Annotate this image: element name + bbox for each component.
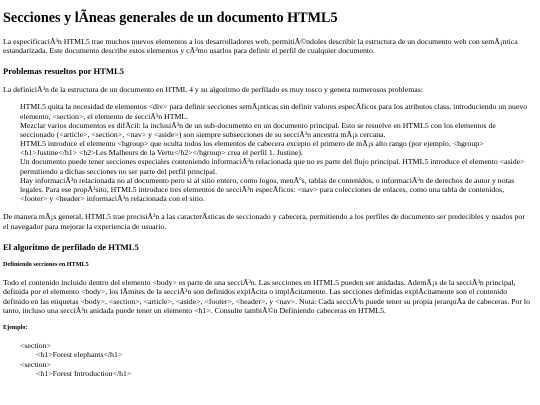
problems-list	[20, 102, 532, 203]
section-heading-problems: Problemas resueltos por HTML5	[3, 65, 125, 76]
example-label: Ejemplo:	[3, 323, 28, 331]
intro-paragraph: La especificaciÃ³n HTML5 trae muchos nuevos elementos a los desarrolladores web, permitiÃ©ndoles describir la estructura de un documento web con semÃ¡ntica estandarizada. Este documento describe estos elementos y cÃ³mo usarlos para definir el perfil de cualquier documento.	[3, 36, 518, 55]
section-heading-algorithm: El algoritmo de perfilado de HTML5	[3, 241, 139, 252]
list-item: Hay informaciÃ³n relacionada no al documento pero si al sitio entero, como logos, menÃºs, tablas de contenidos, o informaciÃ³n de derechos de autor y notas legales. Para ese propÃ³sito, HTML5 introduce tres elementos de secciÃ³n especÃficos: <nav> para colecciones de enlaces, como una tabla de contenidos, <footer> y <header> informaciÃ³n relacionada con el sitio.	[20, 175, 515, 204]
code-line: <h1>Forest elephants</h1>	[36, 350, 123, 360]
closing-paragraph: De manera mÃ¡s general, HTML5 trae precisiÃ³n a las caracterÃsticas de seccionado y cabecera, permitiendo a los perfiles de documento ser predecibles y usados por el navegador para mejorar la experiencia de usuario.	[3, 212, 525, 231]
list-item: HTML5 introduce el elemento <hgroup> que oculta todos los elementos de cabecera excepto el primero de mÃ¡s alto rango (por ejemplo, <hgroup><h1>Justine</h1> <h2>Les Malheurs de la Vertu</h2></hgroup> crea el perfil 1. Justine).	[20, 139, 484, 158]
problems-paragraph: La definiciÃ³n de la estructura de un documento en HTML 4 y su algoritmo de perfilado es muy tosco y genera numerosos problemas:	[3, 85, 423, 95]
code-line: <section>	[20, 341, 51, 351]
code-example	[20, 341, 532, 378]
page-title: Secciones y lÃneas generales de un documento HTML5	[3, 10, 338, 26]
code-line: <h1>Forest Introduction</h1>	[36, 368, 132, 378]
list-item: Mezclar varios documentos es difÃcil: la inclusiÃ³n de un sub-documento en un documento principal. Esto se resuelve en HTML5 con los elementos de seccionado (<article>, <section>, <nav> y <aside>) son siempre subsecciones de su secciÃ³n ancestra mÃ¡s cercana.	[20, 120, 496, 139]
algorithm-paragraph: Todo el contenido incluido dentro del elemento <body> es parte de una secciÃ³n. Las secciones en HTML5 pueden ser anidadas. AdemÃ¡s de la secciÃ³n principal, definida por el elemento <body>, los lÃmites de la secciÃ³n son definidos explÃcita o implÃcitamente. Las secciones definidas explÃcitamente son el contenido definido en las etiquetas <body>, <section>, <article>, <aside>, <footer>, <header>, y <nav>. Nota: Cada secciÃ³n puede tener su propia jerarquÃa de cabeceras. Por lo tanto, incluso una secciÃ³n anidada puede tener un elemento <h1>. Consulte tambiÃ©n Definiendo cabeceras en HTML5.	[3, 278, 530, 315]
list-item: Un documento puede tener secciones especiales conteniendo informaciÃ³n relacionada que no es parte del flujo principal. HTML5 introduce el elemento <aside> permitiendo a dichas secciones no ser parte del perfil principal.	[20, 157, 525, 176]
subheading-defining-sections: Definiendo secciones en HTML5	[3, 260, 89, 268]
code-line: <section>	[20, 359, 51, 369]
list-item: HTML5 quita la necesidad de elementos <div> para definir secciones semÃ¡nticas sin definir valores especÃficos para los atributos class, introduciendo un nuevo elemento, <section>, el elemento de secciÃ³n HTML.	[20, 102, 528, 121]
